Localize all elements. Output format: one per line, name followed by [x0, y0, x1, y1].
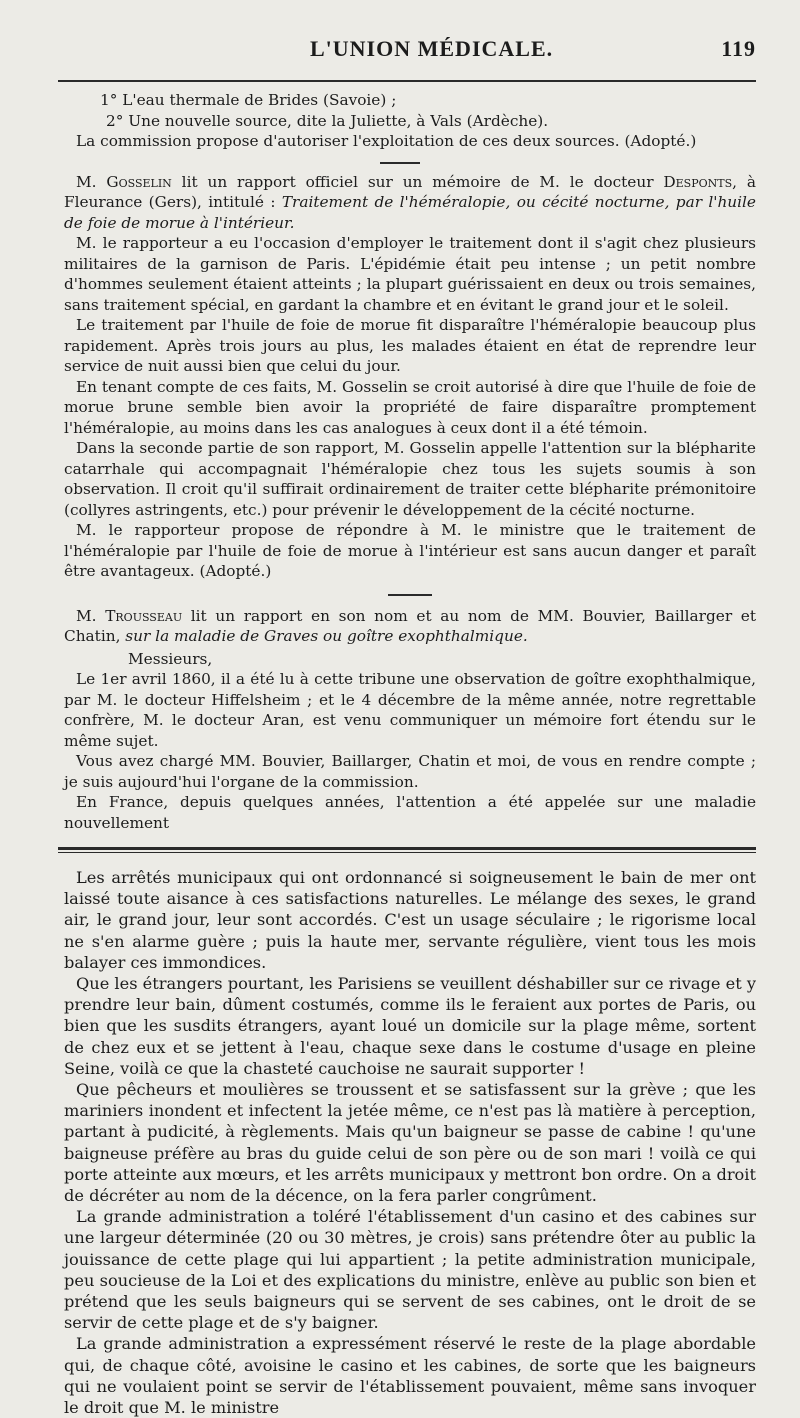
- section-mineral-sources: [64, 90, 756, 152]
- paragraph: M. le rapporteur a eu l'occasion d'employer le traitement dont il s'agit chez plusieurs militaires de la garnison de Paris. L'épidémie était peu intense ; un petit nombre d'hommes seulement étaient atteints ; la plupart guérissaient en deux ou trois semaines, sans traitement spécial, en gardant la chambre et en évitant le grand jour et le soleil.: [64, 234, 756, 314]
- page-number: 119: [721, 36, 756, 61]
- paragraph: En tenant compte de ces faits, M. Gosselin se croit autorisé à dire que l'huile de foie de morue brune semble bien avoir la propriété de faire disparaître promptement l'héméralopie, au moins dans les cas analogues à ceux dont il a été témoin.: [64, 377, 756, 437]
- doctor-name: Desponts: [663, 172, 733, 191]
- feuilleton-divider: [58, 847, 756, 853]
- paragraph: Que pêcheurs et moulières se troussent et se satisfassent sur la grève ; que les mariniers inondent et infectent la jetée même, ce n'est pas là matière à perception, partant à pudicité, à règlements. Mais qu'un baigneur se passe de cabine ! qu'une baigneuse préfère au bras du guide celui de son père ou de son mari ! voilà ce qui porte atteinte aux mœurs, et les arrêts municipaux y mettront bon ordre. On a droit de décréter au nom de la décence, on la fera parler congrûment.: [64, 1080, 756, 1206]
- list-item-brides: 1° L'eau thermale de Brides (Savoie) ;: [100, 91, 397, 109]
- author-name: Trousseau: [105, 606, 183, 625]
- running-header: [64, 36, 756, 64]
- commission-conclusion: La commission propose d'autoriser l'exploitation de ces deux sources. (Adopté.): [76, 132, 697, 150]
- intro-text: lit un rapport en son nom et au nom de MM. Bouvier, Baillarger et Chatin,: [64, 606, 756, 645]
- intro-place: , à Fleurance (Gers), intitulé :: [64, 172, 756, 211]
- list-item-vals: 2° Une nouvelle source, dite la Juliette, à Vals (Ardèche).: [106, 111, 549, 130]
- section-hemeralopie: [64, 172, 756, 582]
- paragraph: Les arrêtés municipaux qui ont ordonnancé si soigneusement le bain de mer ont laissé toute aisance à ces satisfactions naturelles. Le mélange des sexes, le grand air, le grand jour, leur sont accordés. C'est un usage séculaire ; le rigorisme local ne s'en alarme guère ; puis la haute mer, servante régulière, vient tous les mois balayer ces immondices.: [64, 868, 756, 972]
- paragraph: Le traitement par l'huile de foie de morue fit disparaître l'héméralopie beaucoup plus rapidement. Après trois jours au plus, les malades étaient en état de reprendre leur service de nuit aussi bien que celui du jour.: [64, 316, 756, 375]
- report-title: sur la maladie de Graves ou goître exophthalmique.: [125, 627, 528, 645]
- feuilleton: [64, 867, 756, 1418]
- header-rule: [58, 80, 756, 82]
- report-intro: [64, 606, 756, 647]
- paragraph: Le 1er avril 1860, il a été lu à cette tribune une observation de goître exophthalmique, par M. le docteur Hiffelsheim ; et le 4 décembre de la même année, notre regrettable confrère, M. le docteur Aran, est venu communiquer un mémoire fort étendu sur le même sujet.: [64, 670, 756, 750]
- paragraph: Dans la seconde partie de son rapport, M. Gosselin appelle l'attention sur la blépharite catarrhale qui accompagnait l'héméralopie chez tous les sujets soumis à son observation. Il croit qu'il suffirait ordinairement de traiter cette blépharite prémonitoire (collyres astringents, etc.) pour prévenir le développement de la cécité nocturne.: [64, 439, 756, 519]
- intro-m: M.: [76, 606, 106, 625]
- intro-text: lit un rapport officiel sur un mémoire de M. le docteur: [171, 172, 664, 191]
- report-intro: [64, 172, 756, 234]
- paragraph: Vous avez chargé MM. Bouvier, Baillarger, Chatin et moi, de vous en rendre compte ; je suis aujourd'hui l'organe de la commission.: [64, 752, 756, 791]
- paragraph: La grande administration a expressément réservé le reste de la plage abordable qui, de chaque côté, avoisine le casino et les cabines, de sorte que les baigneurs qui ne voulaient point se servir de l'établissement pouvaient, même sans invoquer le droit que M. le ministre: [64, 1334, 756, 1418]
- memoir-title: Traitement de l'héméralopie, ou cécité nocturne, par l'huile de foie de morue à l'intérieur.: [64, 193, 756, 232]
- intro-m: M.: [76, 172, 107, 191]
- section-separator: [380, 162, 420, 164]
- paragraph: M. le rapporteur propose de répondre à M. le ministre que le traitement de l'héméralopie par l'huile de foie de morue à l'intérieur est sans aucun danger et paraît être avantageux. (Adopté.): [64, 521, 756, 580]
- salutation: Messieurs,: [128, 649, 213, 668]
- paragraph: Que les étrangers pourtant, les Parisiens se veuillent déshabiller sur ce rivage et y prendre leur bain, dûment costumés, comme ils le feraient aux portes de Paris, ou bien que les susdits étrangers, ayant loué un domicile sur la plage même, sortent de chez eux et se jettent à l'eau, chaque sexe dans le costume d'usage en pleine Seine, voilà ce que la chasteté cauchoise ne saurait supporter !: [64, 974, 756, 1078]
- section-separator: [388, 594, 432, 596]
- author-name: Gosselin: [106, 172, 172, 191]
- paragraph: En France, depuis quelques années, l'attention a été appelée sur une maladie nouvellement: [64, 793, 756, 832]
- section-goitre: [64, 606, 756, 834]
- journal-title: L'UNION MÉDICALE.: [310, 36, 554, 61]
- paragraph: La grande administration a toléré l'établissement d'un casino et des cabines sur une largeur déterminée (20 ou 30 mètres, je crois) sans prétendre ôter au public la jouissance de cette plage qui lui appartient ; la petite administration municipale, peu soucieuse de la Loi et des explications du ministre, enlève au public son bien et prétend que les seuls baigneurs qui se servent de ses cabines, ont le droit de se servir de cette plage et de s'y baigner.: [64, 1207, 756, 1333]
